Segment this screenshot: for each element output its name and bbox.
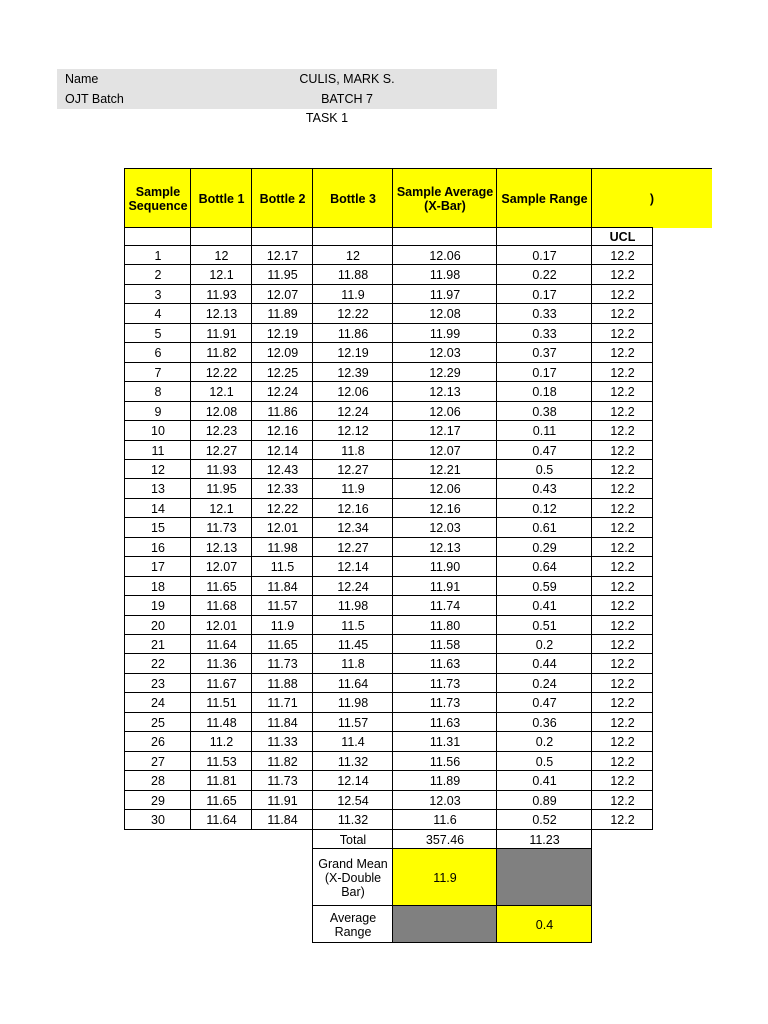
table-cell: 11.95 (190, 478, 252, 499)
table-cell: 12.2 (591, 381, 653, 402)
table-cell: 11.80 (392, 615, 497, 635)
table-cell: 11.81 (190, 770, 252, 791)
grand-mean-label: Grand Mean (X-Double Bar) (312, 848, 393, 906)
table-cell: 11.90 (392, 556, 497, 577)
table-cell: 11.31 (392, 731, 497, 752)
table-cell: 12.1 (190, 498, 252, 518)
table-cell: 12.2 (591, 615, 653, 635)
table-cell: 11.57 (312, 712, 393, 732)
table-cell: 1 (124, 245, 191, 265)
table-cell: 12.27 (190, 440, 252, 460)
table-cell: 12.24 (312, 401, 393, 421)
table-cell: 0.18 (496, 381, 592, 402)
table-cell: 12.03 (392, 342, 497, 363)
table-cell: 12.2 (591, 809, 653, 830)
table-cell: 12.22 (190, 362, 252, 382)
table-cell: 15 (124, 517, 191, 538)
table-cell: 12.54 (312, 790, 393, 810)
table-cell: 12.14 (312, 770, 393, 791)
table-cell: 2 (124, 264, 191, 285)
table-cell: 0.47 (496, 692, 592, 713)
table-cell: 0.52 (496, 809, 592, 830)
table-cell: 13 (124, 478, 191, 499)
table-cell: 12.27 (312, 537, 393, 557)
table-cell: 12.2 (591, 459, 653, 479)
table-cell: 12.08 (392, 303, 497, 324)
table-cell: 18 (124, 576, 191, 596)
table-cell: 11.5 (312, 615, 393, 635)
table-cell: 11.88 (312, 264, 393, 285)
table-cell: 12 (124, 459, 191, 479)
table-cell: 5 (124, 323, 191, 343)
table-cell: 24 (124, 692, 191, 713)
table-cell: 11.82 (251, 751, 313, 771)
table-cell: 0.11 (496, 420, 592, 441)
table-cell: 11.91 (190, 323, 252, 343)
table-cell: 12.2 (591, 440, 653, 460)
table-cell: 11.91 (392, 576, 497, 596)
table-cell: 11.67 (190, 673, 252, 693)
table-cell: 0.89 (496, 790, 592, 810)
table-cell: 0.38 (496, 401, 592, 421)
table-cell: 26 (124, 731, 191, 752)
batch-row (57, 89, 497, 109)
table-cell: 12.2 (591, 692, 653, 713)
table-cell: 12.2 (591, 323, 653, 343)
table-cell: 12.17 (251, 245, 313, 265)
table-cell: 0.2 (496, 731, 592, 752)
table-cell: 11.93 (190, 459, 252, 479)
table-cell: 8 (124, 381, 191, 402)
table-cell: 0.51 (496, 615, 592, 635)
table-cell: 0.59 (496, 576, 592, 596)
table-cell: 12.2 (591, 712, 653, 732)
table-cell: 0.29 (496, 537, 592, 557)
table-cell: 6 (124, 342, 191, 363)
table-cell: 12.22 (312, 303, 393, 324)
average-range-value: 0.4 (496, 905, 592, 943)
table-cell: 11.57 (251, 595, 313, 616)
table-cell: 12.07 (190, 556, 252, 577)
table-cell: 11.9 (312, 478, 393, 499)
table-cell: 20 (124, 615, 191, 635)
subheader-blank (251, 227, 313, 246)
table-cell: 11.89 (392, 770, 497, 791)
table-cell: 12.16 (312, 498, 393, 518)
grand-mean-value: 11.9 (392, 848, 497, 906)
table-cell: 12.1 (190, 381, 252, 402)
table-cell: 23 (124, 673, 191, 693)
table-cell: 11.9 (312, 284, 393, 304)
table-cell: 11.8 (312, 440, 393, 460)
table-cell: 12.23 (190, 420, 252, 441)
table-cell: 12.2 (591, 420, 653, 441)
table-cell: 12.2 (591, 595, 653, 616)
table-cell: 11.68 (190, 595, 252, 616)
table-cell: 7 (124, 362, 191, 382)
name-row (57, 69, 497, 89)
table-cell: 12.2 (591, 498, 653, 518)
table-cell: 12.39 (312, 362, 393, 382)
table-cell: 28 (124, 770, 191, 791)
table-cell: 12.06 (312, 381, 393, 402)
table-cell: 11.93 (190, 284, 252, 304)
table-cell: 12.16 (251, 420, 313, 441)
table-cell: 11.86 (312, 323, 393, 343)
table-cell: 0.2 (496, 634, 592, 654)
batch-value: BATCH 7 (321, 92, 373, 106)
table-cell: 12.2 (591, 401, 653, 421)
total-label: Total (312, 829, 393, 849)
table-cell: 0.41 (496, 770, 592, 791)
table-cell: 12.06 (392, 478, 497, 499)
table-cell: 12.22 (251, 498, 313, 518)
table-cell: 11.73 (392, 692, 497, 713)
name-value: CULIS, MARK S. (299, 72, 395, 86)
table-cell: 11.8 (312, 653, 393, 674)
table-cell: 12.06 (392, 401, 497, 421)
table-cell: 12.14 (312, 556, 393, 577)
header-bottle-2: Bottle 2 (251, 168, 313, 228)
table-cell: 11.53 (190, 751, 252, 771)
table-cell: 11.98 (251, 537, 313, 557)
table-cell: 11.97 (392, 284, 497, 304)
table-cell: 0.33 (496, 323, 592, 343)
table-cell: 11.48 (190, 712, 252, 732)
table-cell: 27 (124, 751, 191, 771)
table-cell: 0.24 (496, 673, 592, 693)
table-cell: 25 (124, 712, 191, 732)
table-cell: 12.07 (251, 284, 313, 304)
table-cell: 12.2 (591, 362, 653, 382)
table-cell: 12.19 (251, 323, 313, 343)
table-cell: 11.65 (251, 634, 313, 654)
table-cell: 12.2 (591, 303, 653, 324)
table-cell: 21 (124, 634, 191, 654)
table-cell: 3 (124, 284, 191, 304)
table-cell: 12.43 (251, 459, 313, 479)
table-cell: 12.03 (392, 790, 497, 810)
table-cell: 11.64 (312, 673, 393, 693)
table-cell: 12.13 (190, 537, 252, 557)
table-cell: 12.12 (312, 420, 393, 441)
table-cell: 11.64 (190, 809, 252, 830)
table-cell: 12.2 (591, 264, 653, 285)
table-border (591, 829, 592, 849)
table-cell: 12 (312, 245, 393, 265)
table-cell: 12.09 (251, 342, 313, 363)
subheader-blank (190, 227, 252, 246)
table-cell: 0.41 (496, 595, 592, 616)
table-cell: 11.86 (251, 401, 313, 421)
table-cell: 12.2 (591, 517, 653, 538)
table-cell: 12.08 (190, 401, 252, 421)
table-cell: 12.2 (591, 537, 653, 557)
table-cell: 11.74 (392, 595, 497, 616)
table-cell: 17 (124, 556, 191, 577)
table-cell: 12.16 (392, 498, 497, 518)
table-cell: 0.5 (496, 751, 592, 771)
table-cell: 11.56 (392, 751, 497, 771)
table-cell: 16 (124, 537, 191, 557)
table-cell: 11.73 (392, 673, 497, 693)
table-cell: 0.43 (496, 478, 592, 499)
table-border (652, 227, 653, 830)
table-cell: 11.33 (251, 731, 313, 752)
table-cell: 12.2 (591, 478, 653, 499)
table-cell: 12.33 (251, 478, 313, 499)
table-cell: 11.2 (190, 731, 252, 752)
table-cell: 12.06 (392, 245, 497, 265)
header-sample-sequence: Sample Sequence (124, 168, 191, 228)
table-cell: 0.5 (496, 459, 592, 479)
table-cell: 22 (124, 653, 191, 674)
table-cell: 4 (124, 303, 191, 324)
subheader-blank (312, 227, 393, 246)
table-cell: 11.32 (312, 751, 393, 771)
table-cell: 12 (190, 245, 252, 265)
table-cell: 12.03 (392, 517, 497, 538)
table-cell: 0.64 (496, 556, 592, 577)
table-cell: 12.13 (190, 303, 252, 324)
table-cell: 10 (124, 420, 191, 441)
table-cell: 11.84 (251, 809, 313, 830)
grand-mean-shaded (496, 848, 592, 906)
table-cell: 12.2 (591, 634, 653, 654)
table-cell: 12.2 (591, 653, 653, 674)
table-border (591, 848, 592, 906)
header-clipped: ) (591, 168, 712, 228)
table-cell: 12.27 (312, 459, 393, 479)
table-cell: 11.89 (251, 303, 313, 324)
table-cell: 9 (124, 401, 191, 421)
table-cell: 30 (124, 809, 191, 830)
table-cell: 11.65 (190, 576, 252, 596)
header-sample-average: Sample Average (X-Bar) (392, 168, 497, 228)
table-cell: 12.2 (591, 556, 653, 577)
task-label: TASK 1 (305, 111, 349, 125)
table-cell: 0.33 (496, 303, 592, 324)
table-cell: 11.99 (392, 323, 497, 343)
table-cell: 19 (124, 595, 191, 616)
table-cell: 11.36 (190, 653, 252, 674)
table-cell: 12.29 (392, 362, 497, 382)
table-cell: 11.73 (251, 770, 313, 791)
table-cell: 12.24 (312, 576, 393, 596)
table-cell: 12.14 (251, 440, 313, 460)
table-cell: 11.84 (251, 712, 313, 732)
table-cell: 11.65 (190, 790, 252, 810)
table-cell: 11.95 (251, 264, 313, 285)
table-cell: 0.44 (496, 653, 592, 674)
table-cell: 11.6 (392, 809, 497, 830)
name-label: Name (65, 72, 99, 86)
table-cell: 11.63 (392, 712, 497, 732)
table-border (591, 905, 592, 943)
table-cell: 11 (124, 440, 191, 460)
subheader-blank (496, 227, 592, 246)
table-cell: 11.51 (190, 692, 252, 713)
table-cell: 11.5 (251, 556, 313, 577)
table-cell: 0.61 (496, 517, 592, 538)
table-cell: 11.91 (251, 790, 313, 810)
table-cell: 12.2 (591, 673, 653, 693)
table-cell: 12.01 (190, 615, 252, 635)
table-cell: 11.98 (392, 264, 497, 285)
table-cell: 11.88 (251, 673, 313, 693)
header-sample-range: Sample Range (496, 168, 592, 228)
table-cell: 12.13 (392, 381, 497, 402)
table-cell: 14 (124, 498, 191, 518)
table-cell: 12.25 (251, 362, 313, 382)
table-cell: 12.34 (312, 517, 393, 538)
table-cell: 11.45 (312, 634, 393, 654)
table-cell: 29 (124, 790, 191, 810)
table-cell: 12.24 (251, 381, 313, 402)
table-cell: 0.12 (496, 498, 592, 518)
table-cell: 11.58 (392, 634, 497, 654)
table-cell: 0.17 (496, 284, 592, 304)
table-cell: 12.21 (392, 459, 497, 479)
table-cell: 12.2 (591, 751, 653, 771)
table-cell: 12.2 (591, 770, 653, 791)
table-cell: 12.17 (392, 420, 497, 441)
average-range-label: Average Range (312, 905, 393, 943)
table-cell: 12.2 (591, 790, 653, 810)
table-cell: 11.73 (251, 653, 313, 674)
table-cell: 12.2 (591, 731, 653, 752)
table-cell: 0.17 (496, 362, 592, 382)
table-cell: 12.2 (591, 576, 653, 596)
table-cell: 11.73 (190, 517, 252, 538)
table-cell: 12.19 (312, 342, 393, 363)
header-bottle-1: Bottle 1 (190, 168, 252, 228)
table-cell: 11.4 (312, 731, 393, 752)
table-cell: 12.2 (591, 245, 653, 265)
table-cell: 0.17 (496, 245, 592, 265)
table-cell: 12.01 (251, 517, 313, 538)
subheader-ucl: UCL (591, 227, 653, 246)
total-average: 357.46 (392, 829, 497, 849)
table-cell: 11.64 (190, 634, 252, 654)
table-cell: 0.22 (496, 264, 592, 285)
table-cell: 12.07 (392, 440, 497, 460)
table-cell: 11.98 (312, 595, 393, 616)
total-range: 11.23 (496, 829, 592, 849)
table-cell: 11.98 (312, 692, 393, 713)
table-cell: 0.36 (496, 712, 592, 732)
table-cell: 0.37 (496, 342, 592, 363)
average-range-shaded (392, 905, 497, 943)
table-cell: 12.2 (591, 284, 653, 304)
table-border (312, 942, 592, 943)
table-cell: 11.63 (392, 653, 497, 674)
subheader-blank (124, 227, 191, 246)
table-cell: 11.84 (251, 576, 313, 596)
header-bottle-3: Bottle 3 (312, 168, 393, 228)
table-cell: 0.47 (496, 440, 592, 460)
subheader-blank (392, 227, 497, 246)
table-cell: 11.32 (312, 809, 393, 830)
table-cell: 11.71 (251, 692, 313, 713)
table-cell: 12.13 (392, 537, 497, 557)
table-cell: 11.9 (251, 615, 313, 635)
table-cell: 12.2 (591, 342, 653, 363)
table-cell: 12.1 (190, 264, 252, 285)
batch-label: OJT Batch (65, 92, 124, 106)
table-cell: 11.82 (190, 342, 252, 363)
